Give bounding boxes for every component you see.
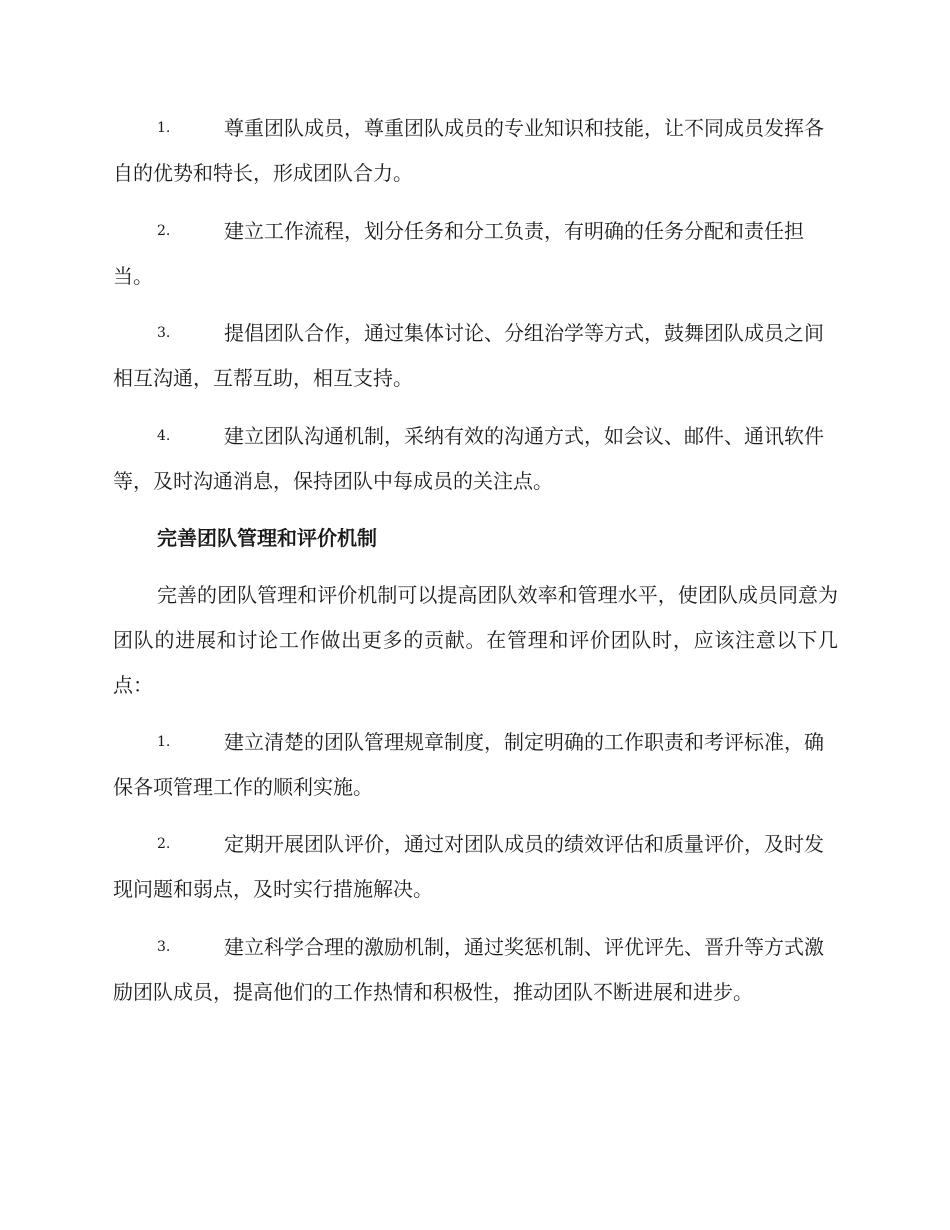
section-heading: 完善团队管理和评价机制	[157, 526, 377, 550]
list-number: 1.	[157, 120, 171, 136]
list-text: 建立工作流程，划分任务和分工负责，有明确的任务分配和责任担当。	[113, 219, 804, 288]
list-item	[113, 209, 838, 299]
section-intro-paragraph: 完善的团队管理和评价机制可以提高团队效率和管理水平，使团队成员同意为团队的进展和讨论工作做出更多的贡献。在管理和评价团队时，应该注意以下几点：	[113, 583, 838, 697]
list-item	[113, 414, 838, 504]
list-text: 建立团队沟通机制，采纳有效的沟通方式，如会议、邮件、通讯软件等，及时沟通消息，保持团队中每成员的关注点。	[113, 424, 824, 493]
list-item	[113, 106, 838, 196]
list-item	[113, 925, 838, 1015]
list-number: 3.	[157, 939, 171, 955]
list-item	[113, 720, 838, 810]
list-text: 提倡团队合作，通过集体讨论、分组治学等方式，鼓舞团队成员之间相互沟通，互帮互助，相互支持。	[113, 321, 824, 390]
list-number: 2.	[157, 836, 171, 852]
list-text: 建立科学合理的激励机制，通过奖惩机制、评优评先、晋升等方式激励团队成员，提高他们的工作热情和积极性，推动团队不断进展和进步。	[113, 935, 824, 1004]
list-item	[113, 311, 838, 401]
list-number: 3.	[157, 325, 171, 341]
list-number: 4.	[157, 428, 171, 444]
list-text: 建立清楚的团队管理规章制度，制定明确的工作职责和考评标准，确保各项管理工作的顺利实施。	[113, 730, 824, 799]
list-number: 2.	[157, 223, 171, 239]
list-text: 尊重团队成员，尊重团队成员的专业知识和技能，让不同成员发挥各自的优势和特长，形成团队合力。	[113, 116, 824, 185]
list-number: 1.	[157, 734, 171, 750]
list-text: 定期开展团队评价，通过对团队成员的绩效评估和质量评价，及时发现问题和弱点，及时实行措施解决。	[113, 832, 824, 901]
list-item	[113, 822, 838, 912]
